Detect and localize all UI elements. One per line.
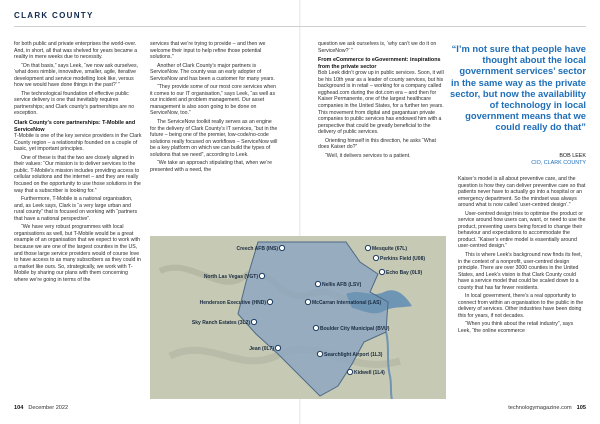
subheading: Clark County’s core partnerships: T-Mobile and ServiceNow: [14, 120, 136, 133]
airport-label: McCarran International (LAS): [312, 299, 382, 306]
paragraph: “We take an approach stipulating that, when we’re presented with a need, the: [150, 160, 272, 173]
paragraph: “They provide some of our most core services when it comes to our IT organisation,” says Leek, “as well as our incident and problem management. Our asset management is also soon going to be done on ServiceNow, too.”: [150, 84, 277, 117]
airport-marker: [200, 299, 273, 305]
airport-marker: [313, 325, 389, 331]
section-divider: [14, 26, 586, 27]
paragraph: “When you think about the retail industry”, says Leek, “the online ecommerce: [458, 321, 574, 335]
subheading: From eCommerce to eGovernment: inspirations from the private sector: [318, 57, 441, 70]
article-column-3: [318, 41, 446, 161]
paragraph: The technological foundation of effective public service delivery is one that inevitably requires partnerships; and Clark county’s partnerships are no exception.: [14, 90, 135, 117]
airport-dot: [373, 255, 378, 260]
quote-attribution: [450, 153, 586, 166]
airport-marker: [365, 245, 407, 251]
airport-label: Henderson Executive (HND): [199, 299, 266, 306]
article-column-1: [14, 41, 142, 285]
airport-marker: [204, 273, 265, 279]
article-column-2: [150, 41, 278, 175]
airport-label: Mesquite (67L): [372, 245, 408, 252]
airport-map: [150, 236, 446, 399]
issue-date: December 2022: [28, 405, 69, 411]
airport-label: Kidwell (1L4): [354, 369, 385, 376]
footer-right: [508, 405, 586, 411]
airport-label: Creech AFB (INS): [236, 245, 278, 252]
airport-dot: [305, 299, 310, 304]
paragraph: “Well, it delivers services to a patient.: [325, 152, 411, 159]
paragraph: “We have very robust programmes with local organisations as well, but T-Mobile would be a great example of an organisation that we expect to work with because we are one of the largest counties in the US, and those large service providers would of course love to have access to as many subscribers as they could in a market like ours. So, strategically, we work with T-Mobile by sharing our plans with them concerning where we’re going in terms of the: [14, 224, 141, 283]
pull-quote: “I’m not sure that people have thought about the local government services’ sector in the same way as the private sector, but now the availability of technology in local government means that we could really do that”: [450, 43, 586, 133]
article-column-4: [458, 176, 586, 337]
paragraph: One of these is that the two are closely aligned in their values: “Our mission is to deliver services to the public. T-Mobile’s mission includes providing access to cellular solutions and the internet – and they are really focused on the opportunity to use those solutions in the way that a subscriber is looking for.”: [14, 154, 141, 194]
paragraph: “On that basis,” says Leek, “we now ask ourselves, ‘what does nimble, innovative, smaller, agile, iterative development and service modelling look like, versus how we would have done things in the past?’ ”: [14, 62, 139, 89]
paragraph: Furthermore, T-Mobile is a national organisation, and, as Leek says, Clark is “a very large urban and rural county” that is focused on working with “partners that have a national perspective”.: [14, 196, 138, 222]
airport-marker: [373, 255, 425, 261]
airport-marker: [347, 369, 385, 375]
paragraph: for both public and private enterprises the world-over. And, in short, all that was shelved for years became a reality in mere weeks due to necessity.: [14, 41, 138, 61]
airport-dot: [317, 351, 322, 356]
attribution-name: BOB LEEK: [559, 153, 586, 159]
airport-dot: [379, 269, 384, 274]
site-url: technologymagazine.com: [508, 405, 572, 411]
airport-dot: [279, 245, 284, 250]
airport-marker: [192, 319, 257, 325]
paragraph: In local government, there’s a real opportunity to connect from within an organisation to the public in the delivery of services. Other industries have been doing this for years, if not decades.: [458, 293, 584, 319]
airport-label: Sky Ranch Estates (3L2): [191, 319, 250, 326]
airport-label: Jean (0L7): [249, 345, 274, 352]
paragraph: Bob Leek didn’t grow up in public services. Soon, it will be his 10th year as a leader of county services, but his background is in retail – working for a company called egghead.com during the dot.com era – and then for Kaiser Permanente, one of the largest healthcare companies in the United States, for a further ten years. This movement from digital and gargantuan private companies to public services has endowed him with a perspective that could be greatly beneficial to the delivery of public services.: [318, 70, 444, 136]
paragraph: Orienting himself in this direction, he asks “What does Kaiser do?”: [318, 137, 436, 151]
paragraph: Another of Clark County’s major partners is ServiceNow. The county was an early adopter of ServiceNow and has been a customer for many years.: [150, 62, 275, 82]
footer-left: [14, 405, 68, 411]
airport-marker: [315, 281, 361, 287]
page-number-right: 105: [576, 405, 586, 411]
airport-marker: [317, 351, 382, 357]
airport-label: Echo Bay (0L9): [386, 269, 423, 276]
airport-label: Perkins Field (U08): [380, 255, 426, 262]
airport-marker: [237, 245, 285, 251]
airport-dot: [347, 369, 352, 374]
airport-marker: [305, 299, 381, 305]
airport-dot: [275, 345, 280, 350]
paragraph: T-Mobile is one of the key service providers in the Clark County region – a relationship founded on a couple of basic, yet important principles.: [14, 133, 142, 153]
airport-dot: [267, 299, 272, 304]
airport-label: Searchlight Airport (1L3): [324, 351, 383, 358]
paragraph: Kaiser’s model is all about preventive care, and the question is how they can deliver preventive care so that patients never have to actually go into a hospital or an emergency department. So the mindset was always around what is now called ‘user-centred design’.”: [458, 176, 586, 209]
page-number-left: 104: [14, 405, 24, 411]
paragraph: services that we’re trying to provide – and then we welcome their input to help refine those potential solutions.”: [150, 41, 266, 61]
paragraph: question we ask ourselves is, ‘why can’t we do it on ServiceNow?’ ”: [318, 41, 437, 54]
paragraph: The ServiceNow toolkit really serves as an engine for the delivery of Clark County’s IT services, “but in the future – being one of the premier, low-code/no-code solutions really focused on workflows – ServiceNow will be a key platform on which we can build the types of solutions that we need”, according to Leek.: [150, 119, 278, 158]
attribution-role: CIO, CLARK COUNTY: [531, 159, 586, 166]
airport-label: Nellis AFB (LSV): [322, 281, 362, 288]
airport-label: Boulder City Municipal (BVU): [320, 325, 390, 332]
airport-dot: [365, 245, 370, 250]
airport-marker: [379, 269, 422, 275]
airport-dot: [259, 273, 264, 278]
airport-dot: [251, 319, 256, 324]
airport-dot: [313, 325, 318, 330]
section-title: CLARK COUNTY: [14, 11, 94, 20]
paragraph: User-centred design tries to optimise the product or service around how users can, want, or need to use the product, preventing users being forced to change their behaviour and expectations to accommodate the product. “Kaiser’s entire model is essentially around user-centred design.”: [458, 210, 586, 250]
airport-label: North Las Vegas (VGT): [203, 273, 258, 280]
airport-dot: [315, 281, 320, 286]
paragraph: This is where Leek’s background now finds its feet, in the context of a nonprofit, user-centred design principle. There are over 3000 counties in the United States, and Leek’s vision is that Clark County could have a service model that could be scaled down to a county that has far fewer residents.: [458, 252, 582, 291]
